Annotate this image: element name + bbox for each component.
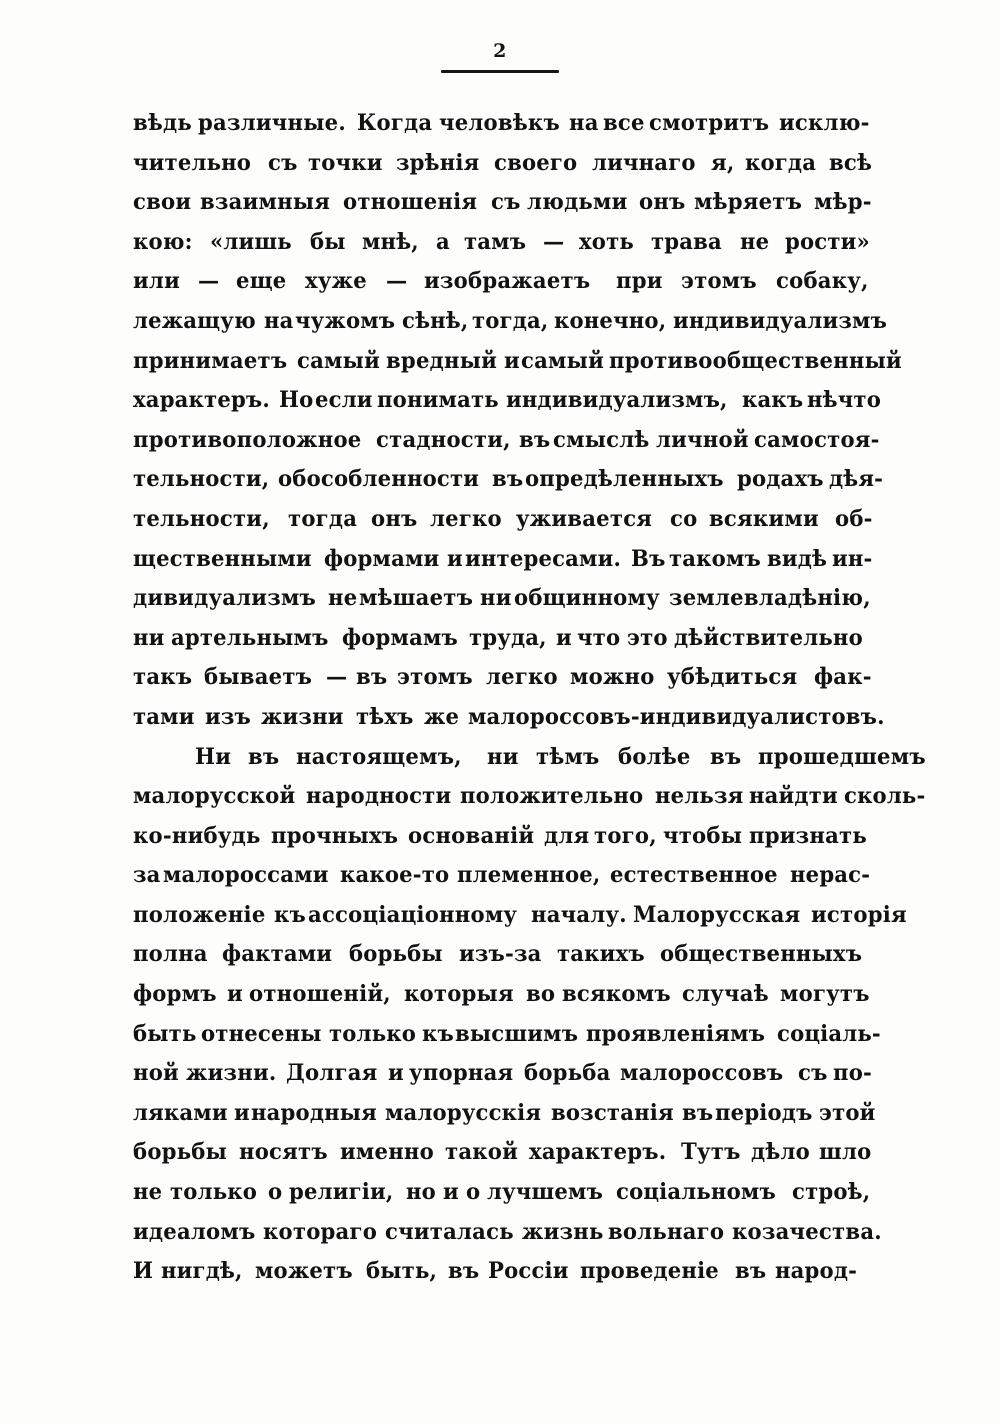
text-line-content bbox=[133, 1060, 875, 1086]
word: собаку, bbox=[776, 268, 870, 295]
word: ни bbox=[487, 743, 520, 770]
word: малороссовъ-индивидуалистовъ. bbox=[467, 703, 885, 730]
text-line bbox=[133, 783, 926, 823]
page-header bbox=[0, 42, 1000, 73]
word: своего bbox=[493, 149, 578, 176]
text-line-content bbox=[133, 307, 888, 334]
text-line bbox=[133, 1100, 875, 1140]
page-number: 2 bbox=[493, 40, 507, 62]
word: періодъ bbox=[714, 1099, 813, 1126]
word: ни bbox=[480, 585, 513, 612]
word: личнаго bbox=[591, 149, 696, 176]
word: малороссами bbox=[163, 862, 329, 889]
word: борьба bbox=[523, 1060, 611, 1087]
text-line bbox=[133, 664, 875, 704]
word: человѣкъ bbox=[438, 110, 560, 136]
word: щественными bbox=[133, 545, 312, 572]
word: со bbox=[669, 505, 698, 532]
word: племенное, bbox=[457, 862, 601, 889]
word: идеаломъ bbox=[133, 1218, 256, 1245]
word: принимаетъ bbox=[133, 347, 288, 374]
word: общинному bbox=[514, 585, 660, 612]
word: обособленности bbox=[278, 466, 480, 493]
word: отнесены bbox=[200, 1020, 322, 1047]
word: жизнь bbox=[521, 1218, 604, 1245]
word: въ bbox=[492, 466, 524, 493]
word: за bbox=[133, 862, 161, 889]
text-line bbox=[133, 268, 875, 308]
word: во bbox=[525, 981, 556, 1008]
word: чтобы bbox=[663, 822, 743, 849]
text-line-content bbox=[133, 783, 926, 810]
word: лежащую bbox=[133, 307, 256, 334]
word: когда bbox=[744, 149, 816, 176]
text-line-content bbox=[133, 546, 875, 572]
word: если bbox=[315, 387, 374, 414]
text-line-content bbox=[133, 585, 875, 611]
word: признать bbox=[749, 822, 868, 849]
text-line bbox=[133, 1218, 882, 1259]
text-line-content bbox=[133, 664, 875, 690]
word: положеніе bbox=[133, 901, 266, 928]
word: соціаль- bbox=[776, 1020, 881, 1047]
text-line-content bbox=[133, 1179, 875, 1205]
word: сѣнѣ, bbox=[401, 307, 469, 334]
word: тельности, bbox=[133, 466, 270, 493]
word: малорусскія bbox=[384, 1099, 541, 1126]
word: естественное bbox=[610, 862, 779, 889]
word: съ bbox=[267, 149, 298, 176]
word: бываетъ bbox=[203, 664, 312, 691]
word: чительно bbox=[133, 149, 252, 176]
word: началу. bbox=[530, 901, 627, 928]
text-line bbox=[133, 823, 875, 863]
word: онъ bbox=[370, 505, 418, 532]
word: болѣе bbox=[618, 743, 691, 770]
word: тогда bbox=[287, 505, 358, 532]
word: фак- bbox=[813, 664, 872, 691]
word: шло bbox=[819, 1139, 872, 1166]
word: исклю- bbox=[778, 110, 870, 136]
word: же bbox=[423, 703, 459, 730]
word: борьбы bbox=[133, 1139, 228, 1166]
word: всякими bbox=[708, 505, 819, 532]
word: опредѣленныхъ bbox=[525, 466, 724, 493]
word: характеръ. bbox=[529, 1139, 667, 1166]
word: нерас- bbox=[789, 862, 870, 889]
word: понимать bbox=[376, 387, 499, 414]
text-line bbox=[133, 1179, 875, 1219]
word: изъ bbox=[205, 703, 252, 730]
word: формами bbox=[323, 545, 440, 572]
word: самый bbox=[520, 347, 604, 374]
text-line bbox=[133, 743, 927, 784]
word: соціальномъ bbox=[615, 1179, 776, 1206]
word: убѣдиться bbox=[667, 664, 798, 691]
word: религіи, bbox=[289, 1179, 394, 1206]
word: но bbox=[405, 1179, 436, 1206]
word: не bbox=[327, 585, 358, 612]
text-line bbox=[133, 1258, 875, 1298]
word: Россіи bbox=[487, 1258, 569, 1285]
word: сколь- bbox=[843, 783, 926, 810]
word: и bbox=[233, 1099, 250, 1126]
word: носятъ bbox=[239, 1139, 328, 1166]
word: положительно bbox=[460, 783, 644, 810]
word: это bbox=[626, 624, 668, 651]
text-line-content bbox=[133, 268, 875, 294]
word: изображаетъ bbox=[423, 268, 591, 295]
text-line bbox=[133, 901, 907, 942]
word: самый bbox=[297, 347, 381, 374]
word: котораго bbox=[263, 1218, 378, 1245]
word: этомъ bbox=[397, 664, 474, 691]
word: людьми bbox=[527, 189, 628, 216]
word: проведеніе bbox=[580, 1258, 720, 1285]
word: еще bbox=[236, 268, 287, 295]
word: смыслѣ bbox=[552, 426, 650, 453]
word: и bbox=[387, 1060, 404, 1087]
word: землевладѣнію, bbox=[669, 585, 872, 612]
word: фактами bbox=[222, 941, 333, 968]
word: народ- bbox=[775, 1258, 858, 1285]
word: И bbox=[133, 1258, 154, 1285]
text-line bbox=[133, 546, 875, 586]
word: ляками bbox=[133, 1099, 228, 1126]
word: родахъ bbox=[736, 466, 824, 493]
word: въ bbox=[735, 1258, 767, 1285]
text-line-content bbox=[133, 823, 875, 849]
word: въ bbox=[356, 664, 388, 691]
word: Когда bbox=[356, 110, 433, 136]
word: тогда, bbox=[472, 307, 549, 334]
word: съ bbox=[491, 189, 521, 216]
word: ной bbox=[133, 1060, 179, 1087]
word: рости» bbox=[784, 228, 870, 255]
text-line bbox=[133, 625, 875, 665]
text-line bbox=[133, 426, 880, 467]
word: къ bbox=[421, 1020, 454, 1047]
text-line-content bbox=[133, 901, 907, 928]
word: легко bbox=[429, 505, 502, 532]
word: о bbox=[268, 1179, 283, 1206]
word: Долгая bbox=[286, 1060, 378, 1087]
word: отношеній, bbox=[248, 981, 391, 1008]
word: хоть bbox=[579, 228, 635, 255]
text-line-content bbox=[133, 1100, 875, 1126]
word: въ bbox=[681, 1099, 713, 1126]
word: взаимныя bbox=[199, 189, 331, 216]
word: ни bbox=[133, 624, 165, 651]
word: личной bbox=[655, 426, 749, 453]
word: полна bbox=[133, 941, 208, 968]
word: формъ bbox=[133, 981, 217, 1008]
word: всѣ bbox=[829, 149, 873, 176]
text-line-content bbox=[133, 347, 902, 374]
word: прошедшемъ bbox=[758, 743, 927, 770]
word: не bbox=[739, 228, 770, 255]
word: быть, bbox=[365, 1258, 437, 1285]
text-line bbox=[133, 347, 902, 388]
word: дѣя- bbox=[828, 466, 883, 493]
word: или bbox=[133, 268, 180, 295]
text-line-content bbox=[133, 981, 875, 1007]
word: самостоя- bbox=[754, 426, 880, 453]
word: конечно, bbox=[553, 307, 667, 334]
text-line bbox=[133, 150, 875, 190]
word: такой bbox=[445, 1139, 519, 1166]
word: изъ-за bbox=[459, 941, 542, 968]
word: на bbox=[569, 110, 599, 136]
word: дѣло bbox=[750, 1139, 810, 1166]
word: Тутъ bbox=[681, 1139, 741, 1166]
word: мнѣ, bbox=[361, 228, 419, 255]
word: тѣхъ bbox=[355, 703, 414, 730]
word: противообщественный bbox=[608, 347, 902, 374]
word: этой bbox=[818, 1099, 876, 1126]
text-line bbox=[133, 981, 875, 1021]
word: — bbox=[326, 664, 348, 691]
body-text-block bbox=[133, 110, 927, 1298]
word: въ bbox=[710, 743, 742, 770]
word: дѣйствительно bbox=[673, 624, 863, 651]
word: стадности, bbox=[376, 426, 511, 453]
word: возстанія bbox=[550, 1099, 674, 1126]
word: на bbox=[263, 307, 294, 334]
word: и bbox=[226, 981, 243, 1008]
word: какъ bbox=[741, 387, 804, 414]
word: противоположное bbox=[133, 426, 362, 453]
word: козачества. bbox=[732, 1218, 882, 1245]
text-line bbox=[133, 506, 875, 546]
word: жизни. bbox=[185, 1060, 277, 1087]
word: этомъ bbox=[680, 268, 757, 295]
word: — bbox=[543, 228, 565, 255]
word: отношенія bbox=[343, 189, 478, 216]
word: народности bbox=[305, 783, 452, 810]
word: и bbox=[447, 545, 464, 572]
word: мѣряетъ bbox=[693, 189, 802, 216]
text-line bbox=[133, 1139, 875, 1179]
text-line bbox=[133, 1020, 881, 1061]
word: о bbox=[465, 1179, 481, 1206]
word: борьбы bbox=[349, 941, 444, 968]
word: такихъ bbox=[556, 941, 645, 968]
word: прочныхъ bbox=[270, 822, 398, 849]
word: такомъ bbox=[668, 545, 761, 572]
word: вредный bbox=[385, 347, 497, 374]
text-line bbox=[133, 307, 888, 348]
word: считалась bbox=[384, 1218, 514, 1245]
word: найдти bbox=[749, 783, 839, 810]
text-line bbox=[133, 110, 875, 150]
word: нельзя bbox=[655, 783, 744, 810]
text-line-content bbox=[133, 110, 875, 136]
text-line bbox=[133, 862, 875, 902]
word: основаній bbox=[407, 822, 535, 849]
word: какое-то bbox=[339, 862, 450, 889]
word: нѣчто bbox=[807, 387, 882, 414]
word: вѣдь bbox=[133, 110, 192, 136]
text-line bbox=[133, 585, 875, 625]
word: тельности, bbox=[133, 505, 270, 532]
word: легко bbox=[485, 664, 558, 691]
text-line-content bbox=[133, 466, 883, 493]
text-line-content bbox=[133, 506, 875, 532]
word: всякомъ bbox=[561, 981, 671, 1008]
text-line-content bbox=[133, 150, 875, 176]
word: въ bbox=[519, 426, 551, 453]
word: смотритъ bbox=[648, 110, 770, 136]
word: къ bbox=[273, 901, 306, 928]
word: тѣмъ bbox=[535, 743, 600, 770]
word: случаѣ bbox=[682, 981, 770, 1008]
text-line-content bbox=[133, 941, 875, 967]
word: характеръ. bbox=[133, 387, 270, 414]
text-line-content bbox=[133, 862, 875, 888]
word: труда, bbox=[469, 624, 548, 651]
word: для bbox=[544, 822, 590, 849]
word: не bbox=[133, 1179, 163, 1206]
text-line-content bbox=[133, 1218, 882, 1245]
word: въ bbox=[447, 1258, 480, 1285]
word: общественныхъ bbox=[659, 941, 863, 968]
word: настоящемъ, bbox=[296, 743, 463, 770]
word: того, bbox=[594, 822, 658, 849]
word: индивидуализмъ bbox=[673, 307, 888, 334]
word: бы bbox=[310, 228, 346, 255]
text-line bbox=[133, 941, 875, 981]
text-line bbox=[133, 387, 882, 427]
word: ассоціаціонному bbox=[307, 901, 518, 928]
word: Ни bbox=[195, 743, 232, 770]
word: только bbox=[169, 1179, 257, 1206]
word: въ bbox=[248, 743, 280, 770]
word: «лишь bbox=[209, 228, 292, 255]
word: по- bbox=[833, 1060, 873, 1087]
word: кою: bbox=[133, 228, 193, 255]
word: можно bbox=[569, 664, 655, 691]
word: жизни bbox=[260, 703, 344, 730]
text-line-content bbox=[133, 1139, 875, 1165]
word: только bbox=[328, 1020, 416, 1047]
word: чужомъ bbox=[295, 307, 396, 334]
word: такъ bbox=[133, 664, 193, 691]
word: мѣр- bbox=[813, 189, 872, 216]
word: вольнаго bbox=[608, 1218, 725, 1245]
text-line-content bbox=[133, 229, 875, 255]
word: об- bbox=[834, 505, 873, 532]
word: уживается bbox=[515, 505, 652, 532]
word: можетъ bbox=[254, 1258, 353, 1285]
word: все bbox=[602, 110, 645, 136]
word: трава bbox=[651, 228, 723, 255]
text-line-content bbox=[133, 744, 937, 770]
text-line bbox=[133, 703, 885, 744]
word: — bbox=[385, 268, 408, 295]
word: мѣшаетъ bbox=[359, 585, 474, 612]
word: хуже bbox=[304, 268, 367, 295]
word: артельнымъ bbox=[170, 624, 328, 651]
text-line-content bbox=[133, 387, 882, 414]
word: Но bbox=[278, 387, 314, 414]
word: которыя bbox=[404, 981, 515, 1008]
word: формамъ bbox=[342, 624, 458, 651]
word: народныя bbox=[250, 1099, 377, 1126]
word: и bbox=[555, 624, 572, 651]
word: и bbox=[443, 1179, 460, 1206]
word: онъ bbox=[639, 189, 686, 216]
word: Въ bbox=[631, 545, 666, 572]
text-line bbox=[133, 189, 875, 229]
word: тамъ bbox=[463, 228, 526, 255]
text-line-content bbox=[133, 189, 875, 215]
text-line-content bbox=[133, 426, 880, 453]
text-line-content bbox=[133, 625, 875, 651]
word: могутъ bbox=[779, 981, 870, 1008]
word: лучшемъ bbox=[486, 1179, 603, 1206]
word: индивидуализмъ, bbox=[506, 387, 728, 414]
word: тами bbox=[133, 703, 195, 730]
text-line-content bbox=[133, 1258, 875, 1284]
word: я, bbox=[710, 149, 735, 176]
word: Малорусская bbox=[632, 901, 800, 928]
word: исторія bbox=[810, 901, 907, 928]
text-line bbox=[133, 466, 883, 506]
word: малороссовъ bbox=[620, 1060, 784, 1087]
word: интересами. bbox=[464, 545, 621, 572]
word: и bbox=[503, 347, 520, 374]
word: высшимъ bbox=[455, 1020, 579, 1047]
word: что bbox=[576, 624, 621, 651]
text-line bbox=[133, 229, 875, 269]
word: быть bbox=[133, 1020, 197, 1047]
word: дивидуализмъ bbox=[133, 585, 317, 612]
word: свои bbox=[133, 189, 192, 216]
text-line-content bbox=[133, 1020, 881, 1047]
word: при bbox=[615, 268, 663, 295]
text-line bbox=[133, 1060, 875, 1100]
word: точки bbox=[307, 149, 383, 176]
word: съ bbox=[797, 1060, 828, 1087]
word: различные. bbox=[197, 110, 346, 136]
word: — bbox=[198, 268, 220, 295]
word: зрѣнія bbox=[396, 149, 480, 176]
text-line-content bbox=[133, 703, 885, 730]
word: а bbox=[435, 228, 450, 255]
word: проявленіямъ bbox=[586, 1020, 766, 1047]
word: малорусской bbox=[133, 783, 296, 810]
word: ко-нибудь bbox=[133, 822, 261, 849]
word: нигдѣ, bbox=[161, 1258, 243, 1285]
word: упорная bbox=[408, 1060, 514, 1087]
word: ин- bbox=[831, 545, 873, 572]
word: именно bbox=[339, 1139, 434, 1166]
word: видѣ bbox=[767, 545, 828, 572]
header-rule-divider bbox=[441, 70, 559, 73]
word: строѣ, bbox=[791, 1179, 870, 1206]
